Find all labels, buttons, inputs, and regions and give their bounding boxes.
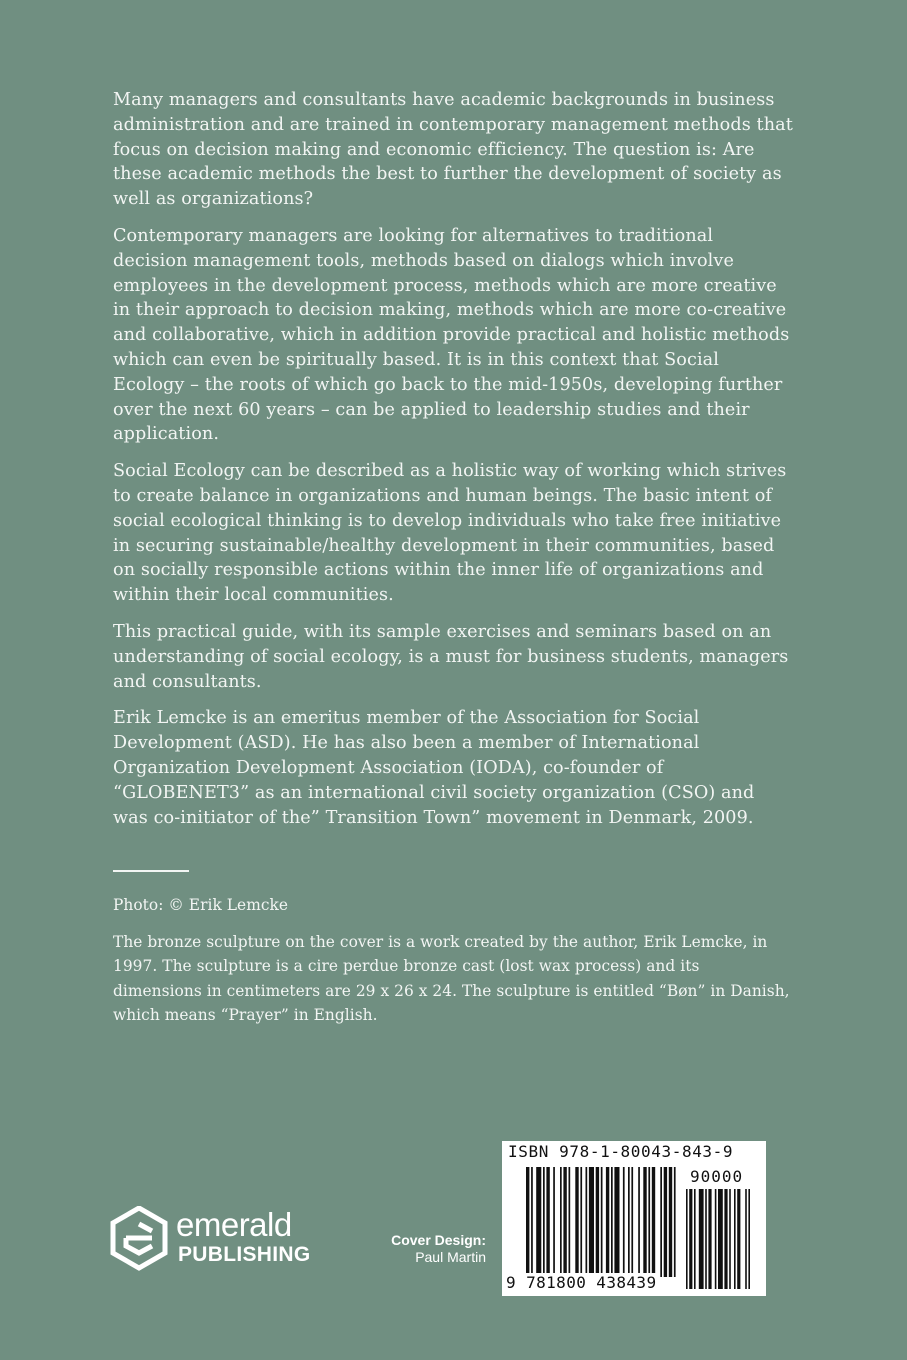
publisher-logo: [110, 1206, 330, 1280]
publisher-name-top: emerald: [176, 1206, 292, 1243]
isbn-label: ISBN 978-1-80043-843-9: [508, 1142, 734, 1161]
barcode-number: 9 781800 438439: [506, 1273, 657, 1292]
cover-design-label: Cover Design:: [391, 1232, 486, 1248]
emerald-logo-icon: [110, 1206, 168, 1276]
publisher-name-bottom: PUBLISHING: [178, 1243, 311, 1266]
blurb-paragraph-2: Contemporary managers are looking for alternatives to traditional decision management tools, methods based on dialogs which involve employees in the development process, methods which are more creative in their approach to decision making, methods which are more co-creative and collaborative, which in addition provide practical and holistic methods which can even be spiritually based. It is in this context that Social Ecology – the roots of which go back to the mid-1950s, developing further over the next 60 years – can be applied to leadership studies and their application.: [113, 225, 790, 445]
photo-credit: Photo: © Erik Lemcke: [113, 896, 289, 914]
divider-rule: [113, 870, 189, 872]
blurb: [113, 88, 793, 842]
cover-designer-name: Paul Martin: [415, 1249, 486, 1265]
barcode-addon: 90000: [690, 1167, 744, 1186]
blurb-paragraph-3: Social Ecology can be described as a holistic way of working which strives to create balance in organizations and human beings. The basic intent of social ecological thinking is to develop individuals who take free initiative in securing sustainable/healthy development in their communities, based on socially responsible actions within the inner life of organizations and within their local communities.: [113, 461, 787, 606]
cover-design-credit: [360, 1232, 486, 1266]
isbn-barcode: [502, 1141, 766, 1296]
sculpture-note: The bronze sculpture on the cover is a work created by the author, Erik Lemcke, in 1997. The sculpture is a cire perdue bronze cast (lost wax process) and its dimensions in centimeters are 29 x 26 x 24. The sculpture is entitled “Bøn” in Danish, which means “Prayer” in English.: [113, 932, 790, 1025]
blurb-paragraph-1: Many managers and consultants have academic backgrounds in business administration and are trained in contemporary management methods that focus on decision making and economic efficiency. The question is: Are these academic methods the best to further the development of society as well as organizations?: [113, 90, 793, 210]
credits: [113, 893, 793, 1040]
blurb-paragraph-4: This practical guide, with its sample exercises and seminars based on an understanding of social ecology, is a must for business students, managers and consultants.: [113, 621, 789, 692]
author-bio: Erik Lemcke is an emeritus member of the Association for Social Development (ASD). He has also been a member of International Organization Development Association (IODA), co-founder of “GLOBENET3” as an international civil society organization (CSO) and was co-initiator of the” Transition Town” movement in Denmark, 2009.: [113, 708, 755, 828]
